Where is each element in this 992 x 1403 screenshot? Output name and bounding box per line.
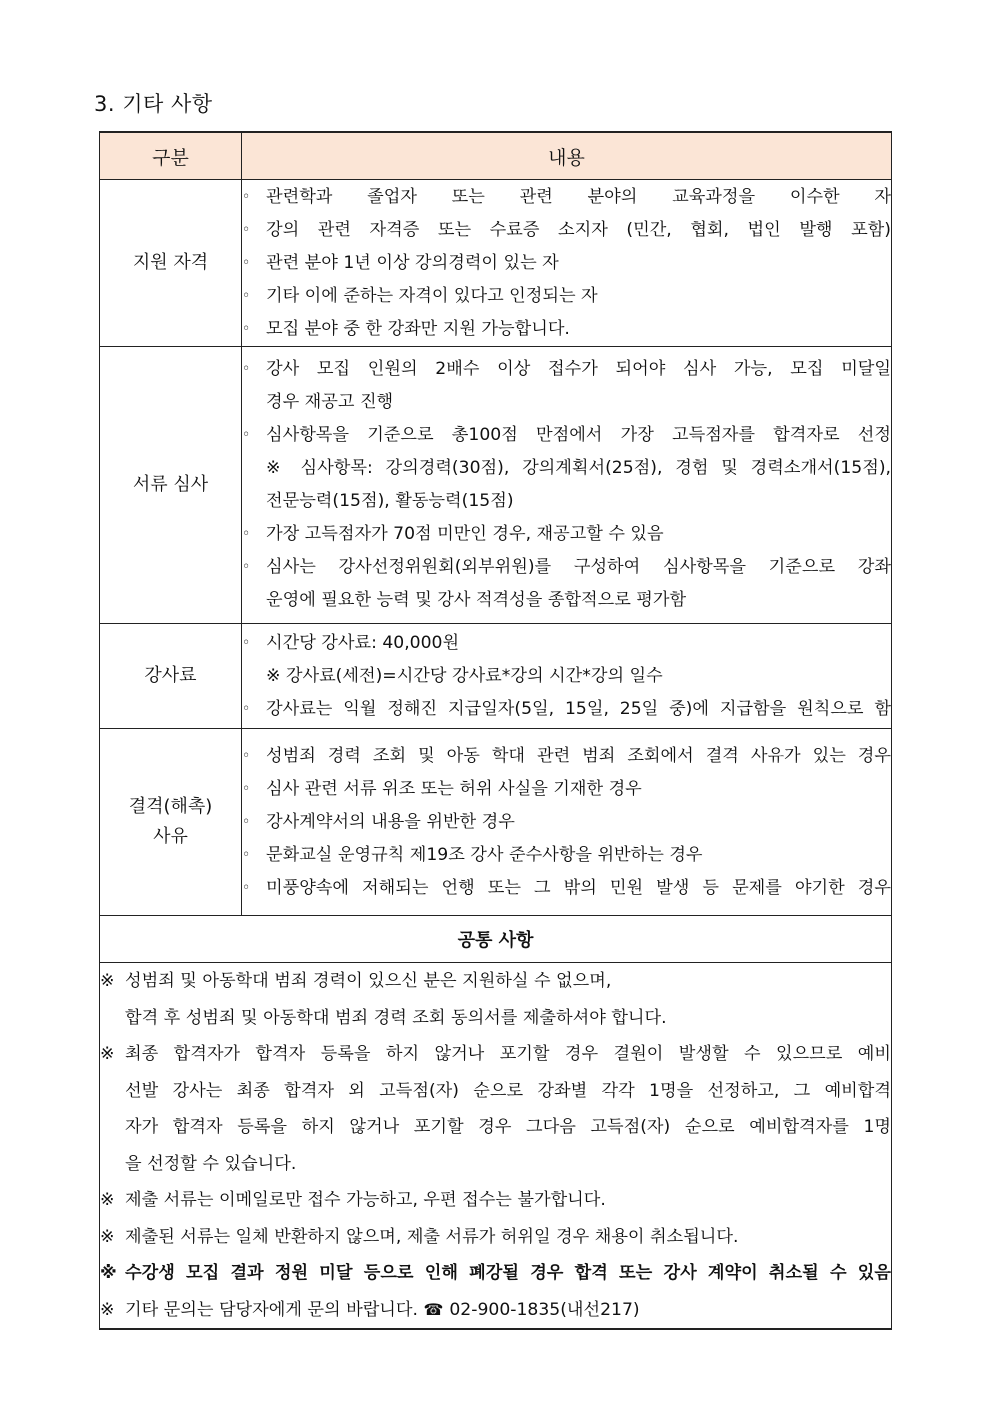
- reference-mark-icon: ※: [100, 1190, 115, 1210]
- bullet-icon: ◦: [242, 780, 251, 797]
- bullet-icon: ◦: [242, 879, 251, 896]
- row-disqualification: [100, 729, 892, 916]
- item-text: 미풍양속에 저해되는 언행 또는 그 밖의 민원 발생 등 문제를 야기한 경우: [266, 877, 891, 898]
- row-document-review: [100, 347, 892, 624]
- note-item: [100, 1219, 891, 1256]
- bullet-icon: ◦: [242, 526, 251, 542]
- list-item: [242, 280, 891, 313]
- common-notes: [100, 963, 892, 1330]
- note-continuation: 자가 합격자 등록을 하지 않거나 포기할 경우 그다음 고득점(자) 순으로 예비합격자를 1명: [125, 1117, 891, 1137]
- list-item: [242, 740, 891, 773]
- row-label: [100, 347, 242, 624]
- item-text: 강사 모집 인원의 2배수 이상 접수가 되어야 심사 가능, 모집 미달일: [266, 359, 891, 379]
- header-content: 내용: [242, 132, 892, 180]
- list-item: [242, 693, 891, 726]
- note-text: 제출된 서류는 일체 반환하지 않으며, 제출 서류가 허위일 경우 채용이 취소됩니다.: [125, 1226, 739, 1247]
- contact-phone: 02-900-1835(내선217): [449, 1299, 640, 1320]
- row-label-line: 서류 심사: [132, 474, 209, 495]
- list-item: [242, 773, 891, 806]
- list-item: [242, 214, 891, 247]
- item-continuation: 전문능력(15점), 활동능력(15점): [266, 491, 514, 511]
- info-table: [99, 131, 892, 1330]
- list-item: [242, 872, 891, 905]
- item-text: 강의 관련 자격증 또는 수료증 소지자 (민간, 협회, 법인 발행 포함): [266, 219, 891, 240]
- section-title: 3. 기타 사항: [94, 92, 213, 116]
- bullet-icon: ◦: [242, 320, 251, 337]
- item-text: 성범죄 경력 조회 및 아동 학대 관련 범죄 조회에서 결격 사유가 있는 경우: [266, 745, 891, 766]
- bullet-icon: ◦: [242, 361, 251, 377]
- row-label-line: 사유: [153, 826, 188, 847]
- item-text: 심사 관련 서류 위조 또는 허위 사실을 기재한 경우: [266, 778, 642, 799]
- row-label: [100, 624, 242, 729]
- item-text: 심사는 강사선정위원회(외부위원)를 구성하여 심사항목을 기준으로 강좌: [266, 557, 891, 577]
- item-text: 시간당 강사료: 40,000원: [266, 632, 460, 653]
- note-item: [100, 1292, 891, 1329]
- bullet-icon: ◦: [242, 747, 251, 764]
- bullet-icon: ◦: [242, 700, 251, 717]
- note-text: 성범죄 및 아동학대 범죄 경력이 있으신 분은 지원하실 수 없으며,: [125, 971, 612, 991]
- list-item: [242, 627, 891, 660]
- item-text: 심사항목을 기준으로 총100점 만점에서 가장 고득점자를 합격자로 선정: [266, 425, 891, 445]
- bullet-icon: ◦: [242, 846, 251, 863]
- bullet-icon: ◦: [242, 634, 251, 651]
- note-item: [100, 1182, 891, 1219]
- reference-mark-icon: ※: [100, 1263, 117, 1283]
- list-item: [242, 181, 891, 214]
- note-text: 제출 서류는 이메일로만 접수 가능하고, 우편 접수는 불가합니다.: [125, 1190, 606, 1210]
- row-content: [242, 180, 892, 347]
- note-continuation: 을 선정할 수 있습니다.: [125, 1153, 297, 1174]
- telephone-icon: ☎: [423, 1299, 444, 1319]
- bullet-icon: ◦: [242, 287, 251, 304]
- item-continuation: ※ 심사항목: 강의경력(30점), 강의계획서(25점), 경험 및 경력소개서(15점),: [266, 458, 891, 478]
- contact-text: 기타 문의는 담당자에게 문의 바랍니다.: [125, 1299, 418, 1320]
- note-continuation: 합격 후 성범죄 및 아동학대 범죄 경력 조회 동의서를 제출하셔야 합니다.: [125, 1007, 667, 1028]
- row-content: [242, 624, 892, 729]
- note-text: 수강생 모집 결과 정원 미달 등으로 인해 폐강될 경우 합격 또는 강사 계약이 취소될 수 있음: [125, 1263, 891, 1283]
- row-content: [242, 729, 892, 916]
- row-label: [100, 729, 242, 916]
- reference-mark-icon: ※: [100, 1044, 115, 1064]
- bullet-icon: ◦: [242, 813, 251, 830]
- item-text: 가장 고득점자가 70점 미만인 경우, 재공고할 수 있음: [266, 524, 664, 544]
- list-item: [242, 313, 891, 346]
- bullet-icon: ◦: [242, 559, 251, 575]
- list-item: [242, 551, 891, 584]
- list-item: [242, 353, 891, 386]
- common-header-row: [100, 916, 892, 963]
- table-header-row: [100, 132, 892, 180]
- common-title: 공통 사항: [100, 916, 892, 963]
- header-category: 구분: [100, 132, 242, 180]
- note-item-emphasis: [100, 1255, 891, 1292]
- row-label: [100, 180, 242, 347]
- list-item: [242, 839, 891, 872]
- item-text: 문화교실 운영규칙 제19조 강사 준수사항을 위반하는 경우: [266, 844, 703, 865]
- note-item: [100, 963, 891, 1000]
- item-text: 관련학과 졸업자 또는 관련 분야의 교육과정을 이수한 자: [266, 186, 891, 207]
- common-notes-row: [100, 963, 892, 1330]
- row-label-line: 결격(해촉): [128, 796, 213, 817]
- item-text: 모집 분야 중 한 강좌만 지원 가능합니다.: [266, 318, 570, 339]
- bullet-icon: ◦: [242, 188, 251, 205]
- reference-mark-icon: ※: [100, 971, 115, 991]
- item-text: 강사계약서의 내용을 위반한 경우: [266, 811, 515, 832]
- list-item: [242, 518, 891, 551]
- note-text: 최종 합격자가 합격자 등록을 하지 않거나 포기할 경우 결원이 발생할 수 있으므로 예비: [125, 1044, 891, 1064]
- row-lecture-fee: [100, 624, 892, 729]
- item-text: 강사료는 익월 정해진 지급일자(5일, 15일, 25일 중)에 지급함을 원칙으로 함: [266, 698, 891, 719]
- item-text: 관련 분야 1년 이상 강의경력이 있는 자: [266, 252, 559, 273]
- bullet-icon: ◦: [242, 427, 251, 443]
- item-continuation: ※ 강사료(세전)=시간당 강사료*강의 시간*강의 일수: [266, 665, 663, 686]
- reference-mark-icon: ※: [100, 1226, 115, 1247]
- note-item: [100, 1036, 891, 1073]
- note-continuation: 선발 강사는 최종 합격자 외 고득점(자) 순으로 강좌별 각각 1명을 선정하고, 그 예비합격: [125, 1080, 891, 1101]
- bullet-icon: ◦: [242, 221, 251, 238]
- list-item: [242, 806, 891, 839]
- bullet-icon: ◦: [242, 254, 251, 271]
- item-text: 기타 이에 준하는 자격이 있다고 인정되는 자: [266, 285, 598, 306]
- note-text-contact: [125, 1292, 891, 1329]
- row-eligibility: [100, 180, 892, 347]
- reference-mark-icon: ※: [100, 1299, 115, 1320]
- list-item: [242, 247, 891, 280]
- item-continuation: 운영에 필요한 능력 및 강사 적격성을 종합적으로 평가함: [266, 590, 687, 610]
- item-continuation: 경우 재공고 진행: [266, 392, 394, 412]
- row-label-line: 강사료: [144, 665, 197, 686]
- list-item: [242, 419, 891, 452]
- row-content: [242, 347, 892, 624]
- row-label-line: 지원 자격: [132, 252, 209, 273]
